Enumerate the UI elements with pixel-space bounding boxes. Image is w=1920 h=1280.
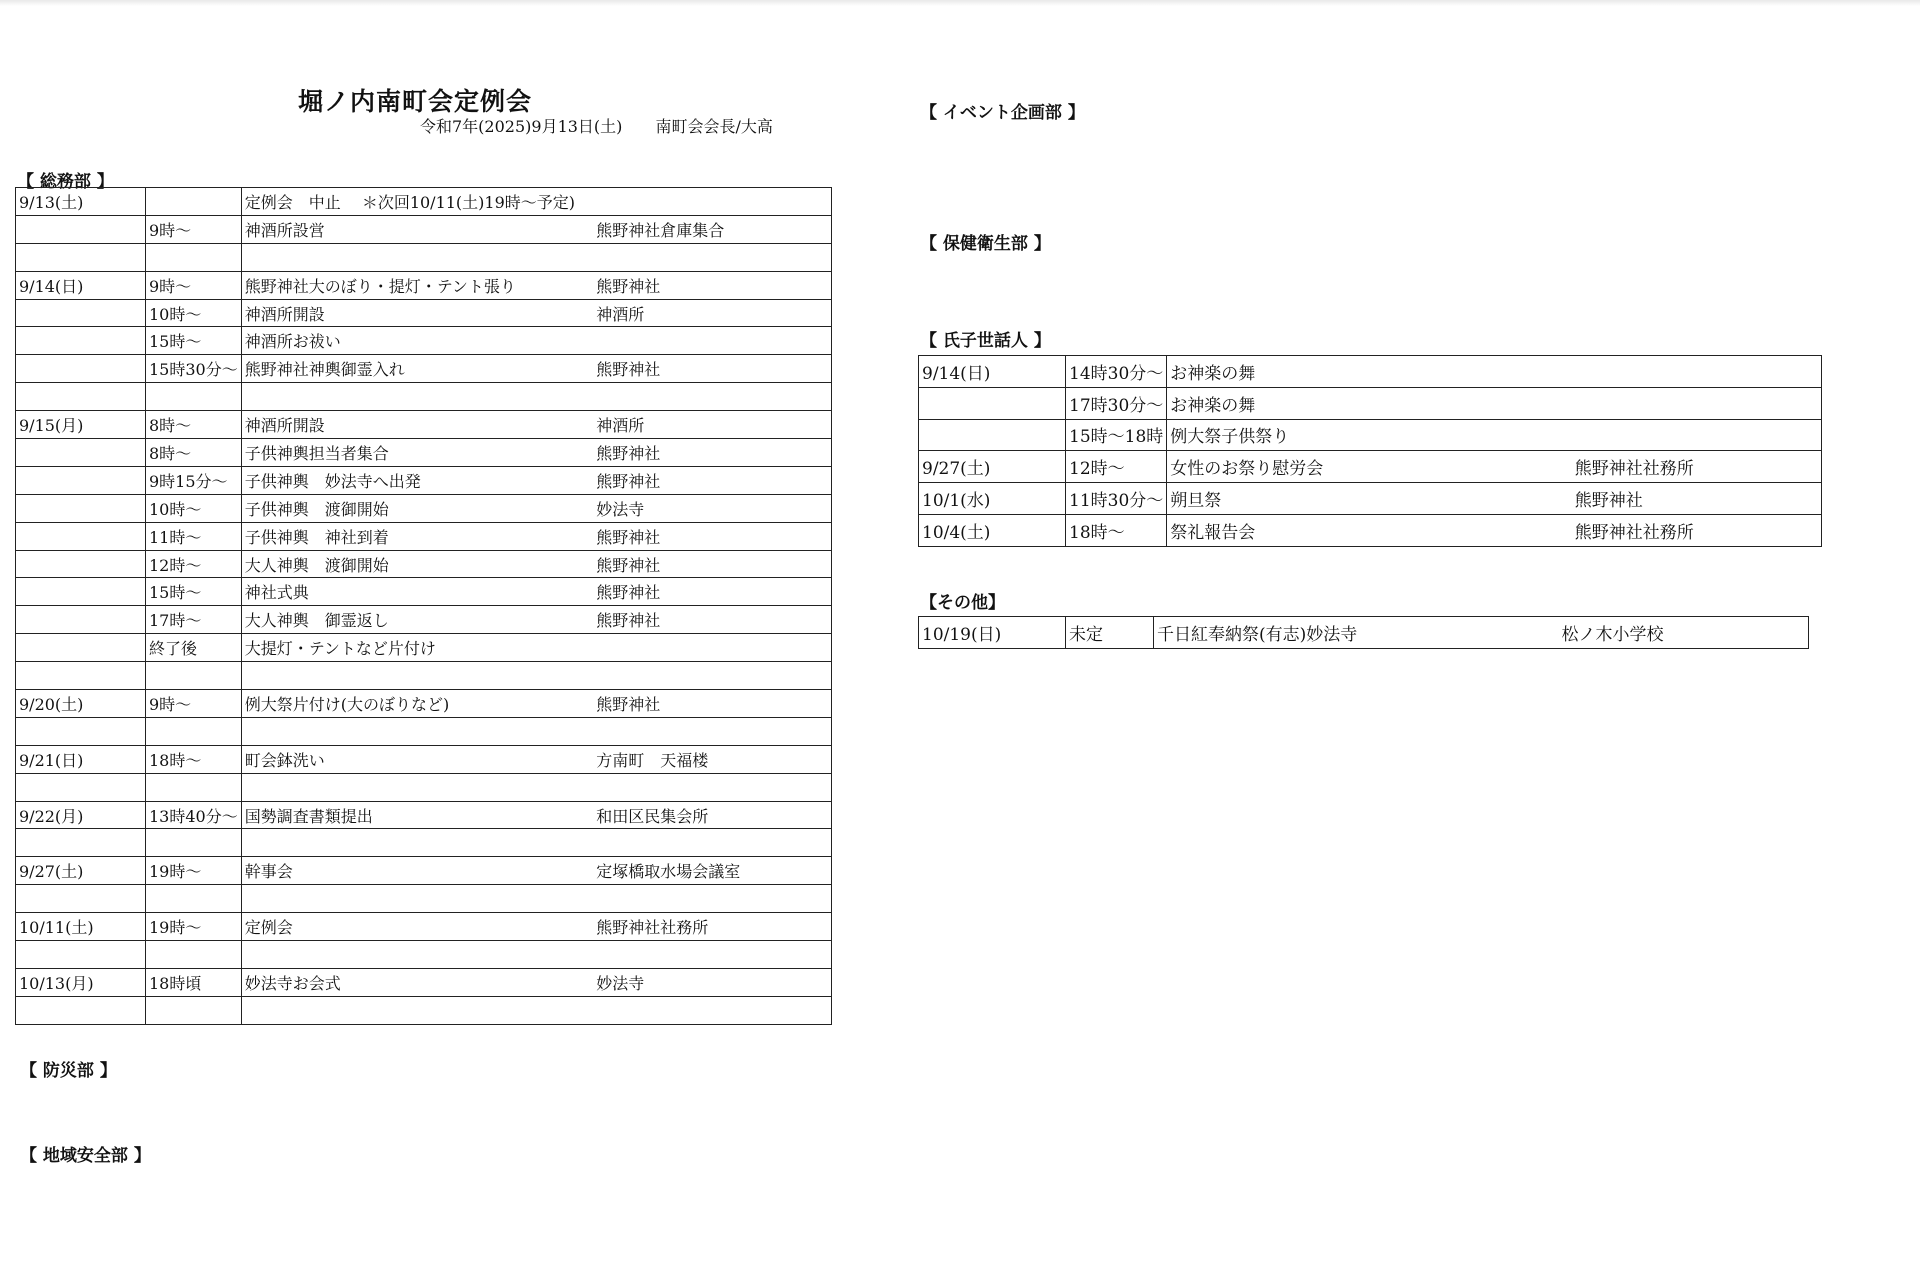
cell-time: [146, 996, 242, 1024]
cell-description: 国勢調査書類提出: [241, 801, 593, 829]
cell-description: 例大祭片付け(大のぼりなど): [241, 690, 593, 718]
cell-date: [16, 243, 146, 271]
cell-date: [16, 522, 146, 550]
cell-time: [146, 829, 242, 857]
cell-date: [16, 996, 146, 1024]
soumu-row: [16, 717, 832, 745]
cell-location: 熊野神社: [593, 439, 831, 467]
cell-time: 18時～: [1066, 514, 1167, 546]
cell-description: 女性のお祭り慰労会: [1167, 451, 1572, 483]
cell-date: [16, 717, 146, 745]
soumu-row: [16, 773, 832, 801]
cell-description: 朔旦祭: [1167, 483, 1572, 515]
cell-date: 9/27(土): [919, 451, 1066, 483]
cell-description: 大提灯・テントなど片付け: [241, 634, 593, 662]
cell-description: 定例会 中止 ＊次回10/11(土)19時～予定): [241, 188, 593, 216]
cell-description: [241, 383, 593, 411]
soumu-row: [16, 634, 832, 662]
document-date: 令和7年(2025)9月13日(土): [420, 117, 623, 136]
cell-description: [241, 996, 593, 1024]
cell-date: [16, 494, 146, 522]
soumu-schedule-table: [15, 187, 832, 1025]
cell-date: 10/13(月): [16, 968, 146, 996]
cell-date: [16, 355, 146, 383]
sonota-row: [919, 617, 1809, 649]
cell-location: 定塚橋取水場会議室: [593, 857, 831, 885]
cell-location: [1572, 419, 1822, 451]
ujiko-row: [919, 451, 1822, 483]
soumu-row: [16, 466, 832, 494]
cell-description: 祭礼報告会: [1167, 514, 1572, 546]
cell-location: [593, 996, 831, 1024]
cell-location: [593, 634, 831, 662]
section-heading-soumu: 【 総務部 】: [17, 172, 114, 192]
cell-time: [146, 885, 242, 913]
cell-time: 14時30分～: [1066, 356, 1167, 388]
cell-description: [241, 773, 593, 801]
ujiko-row: [919, 419, 1822, 451]
cell-time: [146, 662, 242, 690]
cell-date: [16, 606, 146, 634]
cell-description: 神酒所開設: [241, 299, 593, 327]
soumu-row: [16, 801, 832, 829]
cell-location: 熊野神社: [593, 271, 831, 299]
cell-time: 9時15分～: [146, 466, 242, 494]
cell-location: [593, 383, 831, 411]
cell-time: [146, 773, 242, 801]
cell-description: 千日紅奉納祭(有志)妙法寺: [1154, 617, 1559, 649]
cell-location: 方南町 天福楼: [593, 745, 831, 773]
cell-time: 18時頃: [146, 968, 242, 996]
cell-date: 10/19(日): [919, 617, 1066, 649]
cell-location: 神酒所: [593, 299, 831, 327]
scan-edge: [0, 0, 1920, 6]
cell-date: 9/14(日): [919, 356, 1066, 388]
cell-date: [919, 387, 1066, 419]
cell-location: 神酒所: [593, 411, 831, 439]
cell-description: お神楽の舞: [1167, 387, 1572, 419]
cell-date: [16, 439, 146, 467]
cell-date: [16, 941, 146, 969]
cell-location: 松ノ木小学校: [1559, 617, 1809, 649]
cell-time: 9時～: [146, 215, 242, 243]
cell-description: [241, 243, 593, 271]
soumu-row: [16, 271, 832, 299]
cell-location: 熊野神社: [593, 690, 831, 718]
cell-description: 定例会: [241, 913, 593, 941]
cell-time: 12時～: [146, 550, 242, 578]
cell-location: 熊野神社: [593, 578, 831, 606]
cell-time: 19時～: [146, 857, 242, 885]
cell-description: 幹事会: [241, 857, 593, 885]
cell-date: [16, 466, 146, 494]
document-title: 堀ノ内南町会定例会: [297, 87, 532, 116]
cell-location: [593, 829, 831, 857]
cell-time: 18時～: [146, 745, 242, 773]
cell-time: 15時30分～: [146, 355, 242, 383]
cell-date: 9/21(日): [16, 745, 146, 773]
soumu-row: [16, 690, 832, 718]
cell-date: 10/1(水): [919, 483, 1066, 515]
soumu-row: [16, 494, 832, 522]
cell-date: [16, 634, 146, 662]
cell-description: 大人神輿 御霊返し: [241, 606, 593, 634]
soumu-row: [16, 578, 832, 606]
cell-time: 10時～: [146, 299, 242, 327]
cell-location: 熊野神社: [593, 550, 831, 578]
cell-location: 妙法寺: [593, 968, 831, 996]
cell-description: 大人神輿 渡御開始: [241, 550, 593, 578]
section-heading-ujiko-sewanin: 【 氏子世話人 】: [920, 331, 1051, 351]
sonota-schedule-table: [918, 616, 1809, 649]
cell-time: [146, 941, 242, 969]
cell-time: 11時～: [146, 522, 242, 550]
cell-location: 熊野神社社務所: [1572, 451, 1822, 483]
cell-description: 神社式典: [241, 578, 593, 606]
cell-date: [16, 662, 146, 690]
cell-location: [593, 717, 831, 745]
cell-time: 15時～: [146, 578, 242, 606]
cell-time: 19時～: [146, 913, 242, 941]
cell-description: 町会鉢洗い: [241, 745, 593, 773]
cell-location: [593, 941, 831, 969]
cell-date: 9/22(月): [16, 801, 146, 829]
cell-date: [919, 419, 1066, 451]
cell-location: [1572, 387, 1822, 419]
cell-description: 神酒所開設: [241, 411, 593, 439]
soumu-row: [16, 550, 832, 578]
section-heading-chiiki-anzen: 【 地域安全部 】: [20, 1146, 151, 1166]
soumu-row: [16, 968, 832, 996]
cell-description: 子供神輿 妙法寺へ出発: [241, 466, 593, 494]
cell-description: 子供神輿 神社到着: [241, 522, 593, 550]
cell-time: 15時～: [146, 327, 242, 355]
cell-date: [16, 215, 146, 243]
cell-description: 神酒所お祓い: [241, 327, 593, 355]
soumu-row: [16, 355, 832, 383]
cell-time: 9時～: [146, 271, 242, 299]
ujiko-row: [919, 387, 1822, 419]
section-heading-bousai: 【 防災部 】: [20, 1061, 117, 1081]
cell-date: [16, 578, 146, 606]
ujiko-row: [919, 483, 1822, 515]
document-author: 南町会会長/大高: [655, 117, 773, 136]
cell-time: [146, 717, 242, 745]
cell-location: 和田区民集会所: [593, 801, 831, 829]
cell-location: 熊野神社: [593, 522, 831, 550]
soumu-row: [16, 885, 832, 913]
cell-date: [16, 327, 146, 355]
cell-time: 8時～: [146, 439, 242, 467]
cell-date: 9/13(土): [16, 188, 146, 216]
cell-description: [241, 941, 593, 969]
cell-time: 10時～: [146, 494, 242, 522]
section-heading-hoken-eisei: 【 保健衛生部 】: [920, 234, 1051, 254]
cell-date: 9/27(土): [16, 857, 146, 885]
cell-location: 妙法寺: [593, 494, 831, 522]
cell-time: 17時30分～: [1066, 387, 1167, 419]
cell-location: 熊野神社: [593, 606, 831, 634]
ujiko-row: [919, 356, 1822, 388]
soumu-row: [16, 745, 832, 773]
soumu-row: [16, 829, 832, 857]
cell-description: 子供神輿担当者集合: [241, 439, 593, 467]
soumu-row: [16, 215, 832, 243]
cell-description: 熊野神社大のぼり・提灯・テント張り: [241, 271, 593, 299]
cell-location: [593, 662, 831, 690]
soumu-row: [16, 857, 832, 885]
cell-description: 妙法寺お会式: [241, 968, 593, 996]
cell-description: お神楽の舞: [1167, 356, 1572, 388]
cell-description: [241, 717, 593, 745]
cell-description: [241, 829, 593, 857]
soumu-row: [16, 243, 832, 271]
cell-description: [241, 662, 593, 690]
cell-date: [16, 550, 146, 578]
cell-location: 熊野神社社務所: [1572, 514, 1822, 546]
cell-description: 熊野神社神輿御霊入れ: [241, 355, 593, 383]
cell-date: [16, 829, 146, 857]
cell-date: 9/20(土): [16, 690, 146, 718]
cell-description: 例大祭子供祭り: [1167, 419, 1572, 451]
cell-location: 熊野神社: [593, 466, 831, 494]
cell-date: [16, 773, 146, 801]
cell-location: [593, 188, 831, 216]
cell-location: [1572, 356, 1822, 388]
cell-time: 未定: [1066, 617, 1154, 649]
cell-time: [146, 188, 242, 216]
cell-time: 15時～18時: [1066, 419, 1167, 451]
soumu-row: [16, 188, 832, 216]
ujiko-schedule-table: [918, 355, 1822, 547]
cell-date: [16, 299, 146, 327]
cell-description: 神酒所設営: [241, 215, 593, 243]
cell-date: 9/15(月): [16, 411, 146, 439]
cell-description: [241, 885, 593, 913]
section-heading-event-kikaku: 【 イベント企画部 】: [920, 103, 1085, 123]
soumu-row: [16, 662, 832, 690]
cell-location: [593, 327, 831, 355]
cell-time: 11時30分～: [1066, 483, 1167, 515]
soumu-row: [16, 383, 832, 411]
cell-location: 熊野神社: [593, 355, 831, 383]
cell-date: 9/14(日): [16, 271, 146, 299]
cell-time: [146, 243, 242, 271]
cell-date: [16, 383, 146, 411]
document-subtitle: [420, 114, 773, 137]
cell-time: 8時～: [146, 411, 242, 439]
cell-date: 10/4(土): [919, 514, 1066, 546]
cell-time: [146, 383, 242, 411]
soumu-row: [16, 327, 832, 355]
ujiko-row: [919, 514, 1822, 546]
cell-time: 17時～: [146, 606, 242, 634]
cell-location: 熊野神社社務所: [593, 913, 831, 941]
cell-location: [593, 885, 831, 913]
cell-location: [593, 243, 831, 271]
soumu-row: [16, 996, 832, 1024]
soumu-row: [16, 913, 832, 941]
cell-date: 10/11(土): [16, 913, 146, 941]
cell-location: 熊野神社倉庫集合: [593, 215, 831, 243]
soumu-row: [16, 606, 832, 634]
cell-location: [593, 773, 831, 801]
section-heading-sonota: 【その他】: [920, 593, 1005, 613]
soumu-row: [16, 299, 832, 327]
soumu-row: [16, 941, 832, 969]
cell-date: [16, 885, 146, 913]
soumu-row: [16, 439, 832, 467]
soumu-row: [16, 411, 832, 439]
soumu-row: [16, 522, 832, 550]
cell-description: 子供神輿 渡御開始: [241, 494, 593, 522]
cell-time: 終了後: [146, 634, 242, 662]
cell-time: 12時～: [1066, 451, 1167, 483]
cell-time: 13時40分～: [146, 801, 242, 829]
cell-time: 9時～: [146, 690, 242, 718]
cell-location: 熊野神社: [1572, 483, 1822, 515]
